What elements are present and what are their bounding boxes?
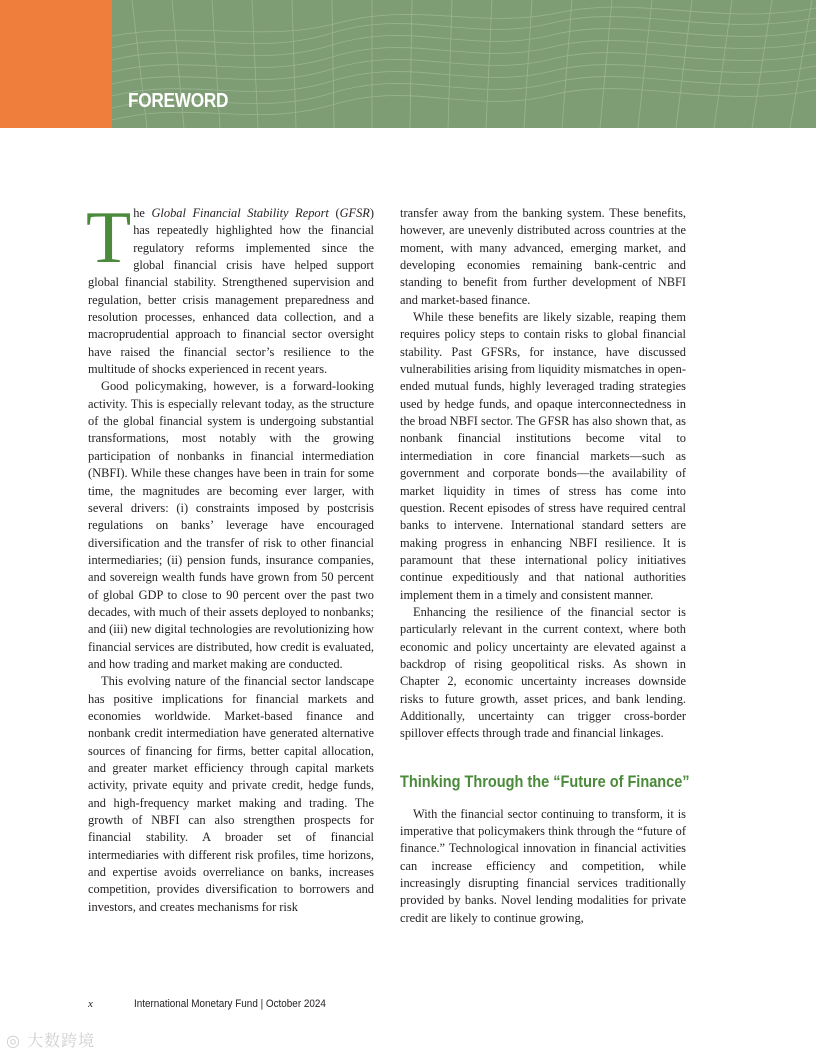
body-paragraph: Good policymaking, however, is a forward-looking activity. This is especially relevant today, as the structure of the global financial system is undergoing substantial transformations, most notably with the growing participation of nonbanks in financial intermediation (NBFI). While these changes have been in train for some time, the magnitudes are becoming ever larger, with several drivers: (i) constraints imposed by postcrisis regulations on banks’ leverage have encouraged diversification and the transfer of risk to other financial intermediaries; (ii) pension funds, insurance companies, and sovereign wealth funds have grown from 50 percent of global GDP to close to 90 percent over the past two decades, with much of their assets deployed to nonbanks; and (iii) new digital technologies are revolutionizing how financial services are distributed, how credit is evaluated, and how trading and market making are conducted. xyxy=(88,379,374,671)
continuation-paragraph: transfer away from the banking system. These benefits, however, are unevenly distributed across countries at the moment, with many advanced, emerging market, and developing economies remaining bank-centric and standing to benefit from further development of NBFI and market-based finance. xyxy=(400,206,686,307)
report-name: Global Financial Stability Report xyxy=(151,206,329,220)
watermark-icon: ◎ xyxy=(6,1031,21,1050)
left-column xyxy=(86,197,374,916)
section-heading: Thinking Through the “Future of Finance” xyxy=(400,772,690,791)
watermark xyxy=(6,1028,95,1051)
body-paragraph: Enhancing the resilience of the financial sector is particularly relevant in the current context, where both economic and policy uncertainty are elevated against a backdrop of rising geopolitical risks. As shown in Chapter 2, economic uncertainty increases downside risks to future growth, asset prices, and bank lending. Additionally, uncertainty can trigger cross-border spillover effects through trade and financial linkages. xyxy=(400,604,686,741)
intro-lead: he xyxy=(133,206,152,220)
page-footer xyxy=(88,998,347,1010)
intro-paragraph xyxy=(86,197,374,378)
footer-source: International Monetary Fund | October 2024 xyxy=(133,998,326,1010)
page-number: x xyxy=(88,998,93,1010)
watermark-text: 大数跨境 xyxy=(27,1031,96,1050)
report-abbr: GFSR xyxy=(339,206,370,220)
body-paragraph: This evolving nature of the financial sector landscape has positive implications for financial markets and economies worldwide. Market-based finance and nonbank credit intermediation have generated alternative sources of financing for firms, better capital allocation, and greater market efficiency through capital markets activity, private equity and private credit, hedge funds, and high-frequency market making and trading. The growth of NBFI can also strengthen prospects for financial stability. A broader set of financial intermediaries with different risk profiles, time horizons, and expertise avoids overreliance on banks, increases competition, provides diversification to borrowers and investors, and creates mechanisms for risk xyxy=(88,674,374,914)
abbr-open: ( xyxy=(328,206,340,220)
body-paragraph: While these benefits are likely sizable, reaping them requires policy steps to contain risks to global financial stability. Past GFSRs, for instance, have discussed vulnerabilities arising from liquidity mismatches in open-ended mutual funds, highly leveraged trading strategies used by hedge funds, and opaque interconnectedness in the broad NBFI sector. The GFSR has also shown that, as nonbank financial institutions become vital to intermediation in core financial markets—such as government and corporate bonds—the availability of market liquidity in times of stress has come into question. Recent episodes of stress have required central banks to intervene. International standard setters are making progress in enhancing NBFI resilience. It is paramount that these international policy initiatives continue expeditiously and that national authorities implement them in a timely and consistent manner. xyxy=(400,310,686,602)
page-title: FOREWORD xyxy=(128,90,229,112)
header-banner xyxy=(0,0,816,128)
right-column xyxy=(400,205,690,927)
drop-cap: T xyxy=(86,197,132,279)
intro-body: ) has repeatedly highlighted how the financial regulatory reforms implemented since the global financial crisis have helped support global financial stability. Strengthened supervision and regulation, better crisis management preparedness and resolution processes, enhanced data collection, and a macroprudential approach to financial sector oversight have raised the financial sector’s resilience to the multitude of shocks experienced in recent years. xyxy=(88,206,374,377)
banner-orange-block xyxy=(0,0,112,128)
body-paragraph: With the financial sector continuing to transform, it is imperative that policymakers think through the “future of finance.” Technological innovation in financial activities can increase efficiency and competition, while increasingly disrupting financial services traditionally provided by banks. Novel lending modalities for private credit are likely to continue growing, xyxy=(400,806,686,925)
